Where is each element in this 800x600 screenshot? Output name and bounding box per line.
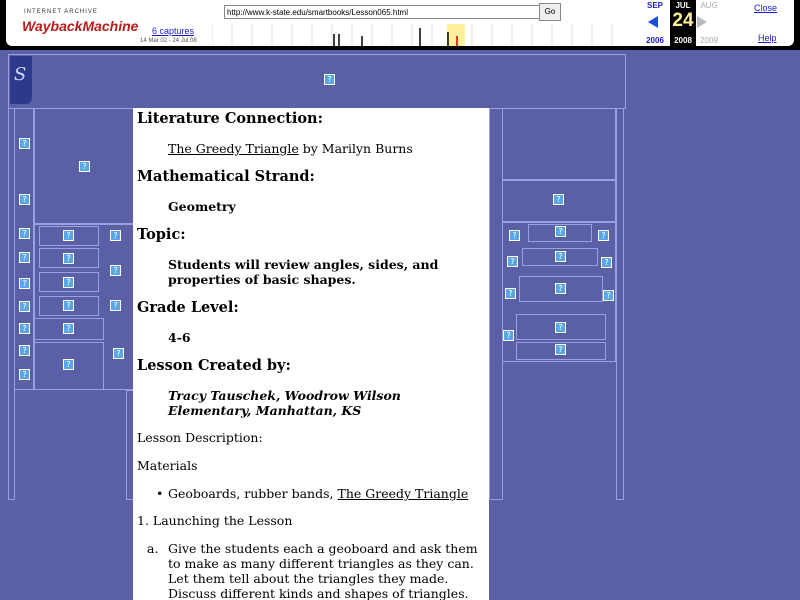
description-label: Lesson Description:	[137, 430, 263, 445]
materials-text: Geoboards, rubber bands,	[168, 486, 338, 501]
next-year-label: 2009	[700, 36, 718, 45]
grade-heading: Grade Level:	[137, 299, 239, 316]
current-year: 2008	[674, 36, 692, 45]
wayback-logo[interactable]	[20, 6, 139, 40]
image-placeholder-icon[interactable]: ?	[553, 194, 564, 205]
creator-line-2: Elementary, Manhattan, KS	[168, 403, 362, 418]
prev-year-link[interactable]: 2006	[646, 36, 664, 45]
image-placeholder-icon[interactable]: ?	[19, 323, 30, 334]
image-placeholder-icon[interactable]: ?	[509, 230, 520, 241]
right-panel-top	[502, 108, 616, 180]
image-placeholder-icon[interactable]: ?	[63, 253, 74, 264]
image-placeholder-icon[interactable]: ?	[503, 330, 514, 341]
materials-book-link[interactable]: The Greedy Triangle	[337, 486, 469, 501]
materials-label: Materials	[137, 458, 198, 473]
next-arrow-icon	[696, 15, 708, 29]
topic-line-2: properties of basic shapes.	[168, 272, 356, 287]
capture-range: 14 Mar 02 - 24 Jul 08	[140, 38, 197, 44]
header-logo-tab	[10, 56, 32, 104]
lesson-content	[133, 108, 489, 600]
image-placeholder-icon[interactable]: ?	[19, 301, 30, 312]
logo-line2: WaybackMachine	[22, 18, 139, 34]
strand-value: Geometry	[168, 199, 236, 214]
step1a-marker: a.	[147, 541, 159, 556]
image-placeholder-icon[interactable]: ?	[19, 345, 30, 356]
image-placeholder-icon[interactable]: ?	[555, 251, 566, 262]
book-title-link[interactable]: The Greedy Triangle	[168, 141, 299, 156]
wayback-toolbar	[0, 0, 800, 50]
go-button[interactable]: Go	[539, 3, 561, 21]
image-placeholder-icon[interactable]: ?	[63, 359, 74, 370]
logo-line1: INTERNET ARCHIVE	[24, 9, 98, 15]
header-glyph: S	[14, 64, 27, 85]
image-placeholder-icon[interactable]: ?	[19, 138, 30, 149]
captures-link[interactable]: 6 captures	[152, 26, 195, 36]
image-placeholder-icon: ?	[324, 74, 335, 85]
header-banner	[8, 54, 626, 109]
image-placeholder-icon[interactable]: ?	[555, 344, 566, 355]
image-placeholder-icon[interactable]: ?	[113, 348, 124, 359]
step1a-line-3: Let them tell about the triangles they made.	[168, 571, 449, 586]
strand-heading: Mathematical Strand:	[137, 168, 315, 185]
image-placeholder-icon[interactable]: ?	[19, 369, 30, 380]
book-author: by Marilyn Burns	[298, 141, 413, 156]
image-placeholder-icon[interactable]: ?	[110, 300, 121, 311]
capture-sparkline[interactable]	[212, 24, 632, 46]
bullet-icon: •	[156, 486, 164, 501]
materials-item	[156, 486, 469, 501]
image-placeholder-icon[interactable]: ?	[79, 161, 90, 172]
wayback-toolbar-panel	[6, 0, 794, 46]
image-placeholder-icon[interactable]: ?	[63, 230, 74, 241]
help-link[interactable]: Help	[758, 33, 777, 43]
image-placeholder-icon[interactable]: ?	[63, 277, 74, 288]
current-date-box	[670, 0, 696, 46]
step1a-line-4: Discuss different kinds and shapes of triangles.	[168, 586, 469, 600]
image-placeholder-icon[interactable]: ?	[19, 252, 30, 263]
image-placeholder-icon[interactable]: ?	[598, 230, 609, 241]
book-line	[168, 141, 413, 156]
next-month-label: AUG	[700, 1, 718, 10]
image-placeholder-icon[interactable]: ?	[110, 230, 121, 241]
image-placeholder-icon[interactable]: ?	[505, 288, 516, 299]
created-heading: Lesson Created by:	[137, 357, 291, 374]
prev-month-link[interactable]: SEP	[646, 1, 663, 10]
creator-line-1: Tracy Tauschek, Woodrow Wilson	[168, 388, 401, 403]
image-placeholder-icon[interactable]: ?	[19, 194, 30, 205]
current-day: 24	[672, 10, 694, 31]
topic-line-1: Students will review angles, sides, and	[168, 257, 439, 272]
right-rail-outer	[616, 108, 624, 500]
current-year-highlight	[447, 24, 465, 46]
image-placeholder-icon[interactable]: ?	[601, 257, 612, 268]
close-link[interactable]: Close	[754, 3, 778, 13]
grade-value: 4-6	[168, 330, 191, 345]
step1a-line-1: Give the students each a geoboard and ask them	[168, 541, 478, 556]
image-placeholder-icon[interactable]: ?	[63, 300, 74, 311]
image-placeholder-icon[interactable]: ?	[19, 228, 30, 239]
image-placeholder-icon[interactable]: ?	[507, 256, 518, 267]
image-placeholder-icon[interactable]: ?	[110, 265, 121, 276]
image-placeholder-icon[interactable]: ?	[555, 322, 566, 333]
image-placeholder-icon[interactable]: ?	[603, 290, 614, 301]
literature-heading: Literature Connection:	[137, 110, 323, 127]
image-placeholder-icon[interactable]: ?	[555, 283, 566, 294]
image-placeholder-icon[interactable]: ?	[19, 278, 30, 289]
prev-arrow-icon[interactable]	[647, 15, 659, 29]
current-month: JUL	[675, 1, 691, 10]
step1-label: 1. Launching the Lesson	[137, 513, 293, 528]
right-rail	[489, 108, 503, 500]
step1a-line-2: to make as many different triangles as they can.	[168, 556, 474, 571]
url-input[interactable]	[224, 5, 540, 19]
image-placeholder-icon[interactable]: ?	[63, 323, 74, 334]
topic-heading: Topic:	[137, 226, 186, 243]
image-placeholder-icon[interactable]: ?	[555, 226, 566, 237]
